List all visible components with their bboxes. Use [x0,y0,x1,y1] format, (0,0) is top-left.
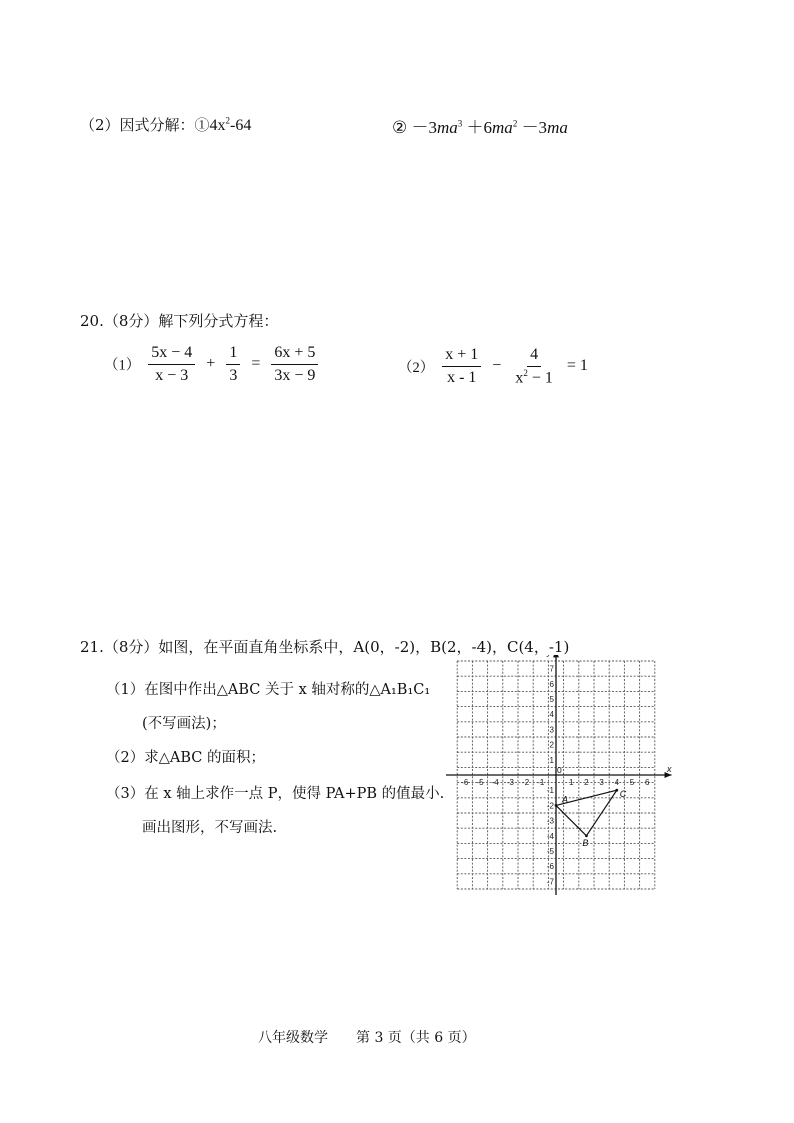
q20-title: 20.（8分）解下列分式方程： [80,312,279,330]
q20-p1-frac3 [271,344,318,384]
q19-expr2 [392,113,568,138]
q20-p2-frac2 [512,346,556,387]
q19-expr2-t2v: ma [492,118,513,137]
y-tick-label: 4 [549,710,554,720]
x-tick-label: 4 [614,778,620,787]
q19-expr1-base: 4x [209,117,226,134]
q19-expr2-t1v: ma [437,118,458,137]
q20-part1 [104,344,322,384]
q20-p2-frac2-den [512,367,556,387]
y-axis-label [546,655,552,657]
y-tick-label: -4 [546,831,554,841]
x-tick-label: -1 [537,778,545,787]
q21-sub2: （2）求△ABC 的面积； [106,750,265,766]
q20-p1-label: （1） [104,357,141,374]
y-tick-label: -2 [546,801,554,811]
y-tick-label: 5 [549,695,554,704]
y-axis-arrow-icon [553,655,559,657]
y-tick-label: -7 [546,877,554,887]
q19-circle-2: ② [392,118,408,137]
y-tick-label: 2 [549,740,554,750]
q20-p1-frac1-den: x − 3 [155,366,189,384]
q21-title: 21.（8分）如图，在平面直角坐标系中，A(0，-2)，B(2，-4)，C(4，-1) [80,638,570,656]
x-tick-label: -6 [461,778,469,787]
footer-subject: 八年级数学 [258,1030,328,1046]
y-tick-label: 3 [549,725,554,735]
point-a [555,804,558,807]
point-c [615,789,618,792]
q20-p2-frac1 [442,346,481,386]
q20-p1-plus: + [206,355,216,373]
q20-p1-frac1-num: 5x − 4 [148,344,195,365]
q20-p2-frac1-num: x + 1 [442,346,481,367]
q20-p2-frac2-num: 4 [527,346,541,367]
q20-p2-frac2-den-post: − 1 [527,368,553,386]
point-label-a: A [562,794,569,805]
q21-sub3-note: 画出图形，不写画法. [142,820,278,836]
x-tick-label: -4 [491,778,499,787]
y-tick-label: -1 [546,786,554,796]
q20-p1-eq: = [251,355,261,373]
q20-p1-frac3-den: 3x − 9 [274,366,316,384]
x-tick-label: -3 [506,778,514,787]
q19-expr1-exp: 2 [225,115,231,126]
x-tick-label: 5 [629,778,635,787]
q20-p2-label: （2） [398,359,435,376]
q21-sub1: （1）在图中作出△ABC 关于 x 轴对称的△A₁B₁C₁ [106,682,431,698]
coordinate-graph [446,655,686,895]
q20-p1-frac1 [148,344,195,384]
q19-expr2-t3: －3 [521,118,548,137]
x-axis-label: x [666,764,672,774]
y-tick-label: 6 [549,679,554,689]
q20-p2-frac1-den: x - 1 [447,368,477,386]
point-label-c: C [619,789,627,800]
x-tick-label: -2 [522,778,530,787]
q19-expr2-t2e: 2 [512,118,518,129]
q19-part2 [80,114,251,135]
q19-expr2-t2: ＋6 [466,118,493,137]
x-tick-label: 3 [599,778,604,787]
x-tick-label: 6 [644,778,650,787]
y-tick-label: 7 [549,664,554,674]
footer-page: 第 3 页（共 6 页） [356,1030,476,1046]
q20-p1-frac2 [226,344,240,384]
q20-p1-frac2-den: 3 [229,366,238,384]
q21-sub3: （3）在 x 轴上求作一点 P，使得 PA+PB 的值最小. [106,786,445,802]
q20-p2-minus: − [492,357,502,375]
point-label-b: B [582,837,589,848]
x-tick-label: -5 [476,778,484,787]
origin-label: 0 [557,765,562,775]
q20-p1-frac2-num: 1 [226,344,240,365]
q19-expr1-post: -64 [230,117,252,134]
q19-expr2-t3v: ma [547,118,568,137]
q19-expr1 [210,117,252,134]
x-tick-label: 2 [584,778,589,787]
y-tick-label: -3 [546,816,554,826]
q19-expr2-t1e: 3 [457,118,463,129]
q20-p2-frac2-den-exp: 2 [523,367,528,378]
q20-part2 [398,346,591,387]
q20-p2-frac2-den-base: x [515,368,524,386]
y-tick-label: 1 [549,755,554,765]
x-tick-label: 1 [568,778,574,787]
y-tick-label: -5 [546,847,554,856]
point-b [585,834,588,837]
y-tick-label: -6 [546,862,554,872]
q19-part2-label: （2）因式分解：① [80,116,210,134]
q21-sub1-note: (不写画法)； [142,716,226,732]
q20-p2-eq: = 1 [566,357,588,375]
q20-p1-frac3-num: 6x + 5 [271,344,318,365]
q19-expr2-t1: －3 [411,118,437,137]
